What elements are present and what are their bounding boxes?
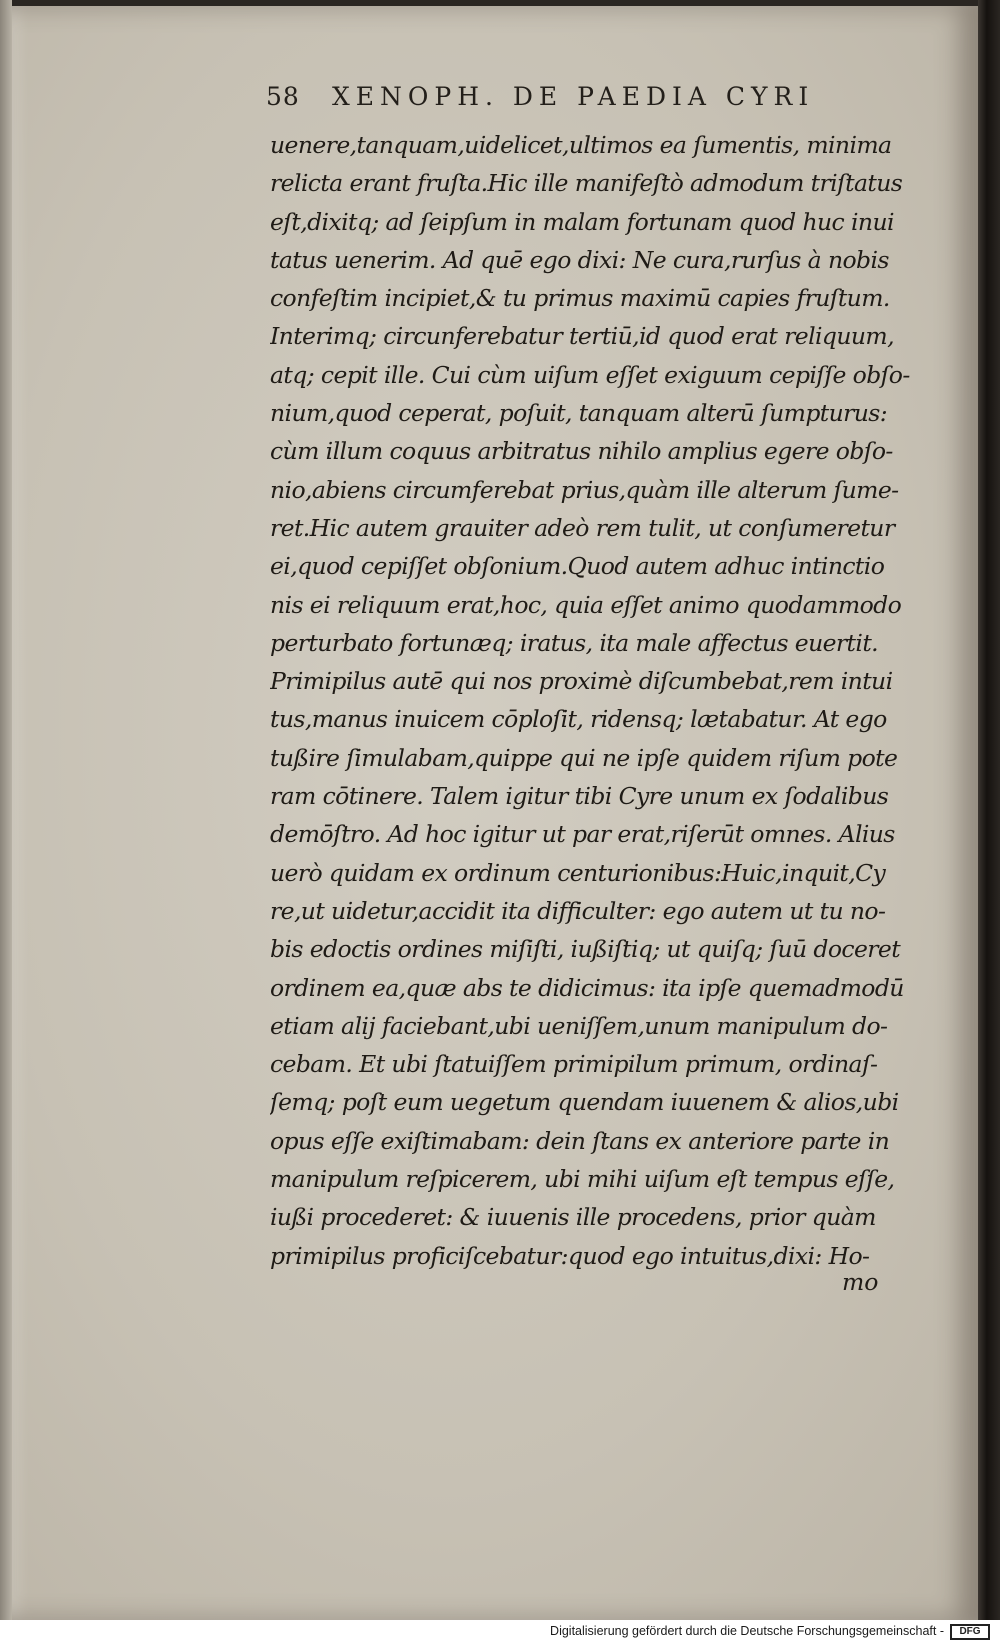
body-text <box>270 126 910 1275</box>
dfg-logo: DFG <box>950 1624 990 1640</box>
text-line: tatus uenerim. Ad quē ego dixi: Ne cura,rurſus à nobis <box>270 245 889 274</box>
text-line: ordinem ea,quæ abs te didicimus: ita ipſe quemadmodū <box>270 973 904 1002</box>
running-title: XENOPH. DE PAEDIA CYRI <box>331 82 815 111</box>
text-line: manipulum reſpicerem, ubi mihi uiſum eſt tempus eſſe, <box>270 1165 895 1194</box>
text-line: ret.Hic autem grauiter adeò rem tulit, ut conſumeretur <box>270 513 895 542</box>
catchword: mo <box>842 1268 879 1296</box>
text-line: nio,abiens circumferebat prius,quàm ille alterum ſume- <box>270 475 899 504</box>
text-line: tußire ſimulabam,quippe qui ne ipſe quidem riſum pote <box>270 743 898 772</box>
text-line: uenere,tanquam,uidelicet,ultimos ea ſumentis, minima <box>270 131 892 159</box>
text-line: opus eſſe exiſtimabam: dein ſtans ex anteriore parte in <box>270 1126 890 1155</box>
text-line: Primipilus autē qui nos proximè diſcumbebat,rem intui <box>270 667 893 696</box>
text-line: confeſtim incipiet,& tu primus maximū capies fruſtum. <box>270 284 890 313</box>
text-line: Interimq; circunferebatur tertiū,id quod erat reliquum, <box>270 322 894 351</box>
text-line: perturbato fortunæq; iratus, ita male affectus euertit. <box>270 628 879 657</box>
text-line: atq; cepit ille. Cui cùm uiſum eſſet exiguum cepiſſe obſo- <box>270 360 910 389</box>
text-line: tus,manus inuicem cōploſit, ridensq; lætabatur. At ego <box>270 705 887 734</box>
text-line: uerò quidam ex ordinum centurionibus:Huic,inquit,Cy <box>270 858 886 887</box>
text-line: cùm illum coquus arbitratus nihilo amplius egere obſo- <box>270 437 893 466</box>
text-line: nium,quod ceperat, poſuit, tanquam alterū ſumpturus: <box>270 399 888 428</box>
running-head <box>266 82 906 118</box>
text-line: eſt,dixitq; ad ſeipſum in malam fortunam quod huc inui <box>270 207 894 236</box>
page-number: 58 <box>266 82 300 111</box>
funding-note: Digitalisierung gefördert durch die Deutsche Forschungsgemeinschaft - <box>550 1624 944 1638</box>
text-line: etiam alij faciebant,ubi ueniſſem,unum manipulum do- <box>270 1011 888 1040</box>
text-line: ei,quod cepiſſet obſonium.Quod autem adhuc intinctio <box>270 552 885 581</box>
text-line: relicta erant fruſta.Hic ille manifeſtò admodum triſtatus <box>270 169 903 198</box>
text-line: ſemq; poſt eum uegetum quendam iuuenem & alios,ubi <box>270 1088 899 1117</box>
book-binding-edge <box>978 0 1000 1620</box>
text-line: cebam. Et ubi ſtatuiſſem primipilum primum, ordinaſ- <box>270 1050 878 1079</box>
text-line: demōſtro. Ad hoc igitur ut par erat,riſerūt omnes. Alius <box>270 820 895 849</box>
text-line: iußi procederet: & iuuenis ille procedens, prior quàm <box>270 1203 876 1232</box>
text-line: primipilus proficiſcebatur:quod ego intuitus,dixi: Ho- <box>270 1241 870 1270</box>
text-line: bis edoctis ordines miſiſti, iußiſtiq; ut quiſq; ſuū doceret <box>270 935 901 964</box>
page-left-edge <box>0 0 12 1620</box>
text-line: re,ut uidetur,accidit ita difficulter: ego autem ut tu no- <box>270 896 886 925</box>
text-line: ram cōtinere. Talem igitur tibi Cyre unum ex ſodalibus <box>270 782 889 811</box>
digitization-footer <box>0 1620 1000 1645</box>
text-line: nis ei reliquum erat,hoc, quia eſſet animo quodammodo <box>270 590 902 619</box>
